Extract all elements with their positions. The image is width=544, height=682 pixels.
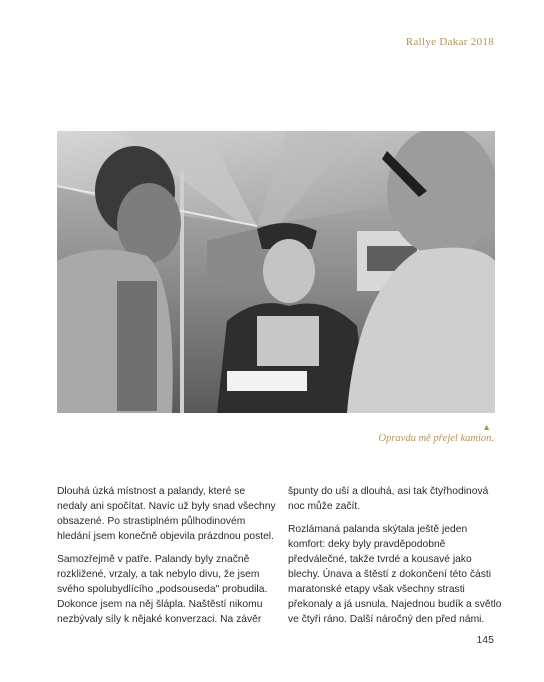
caption-triangle-icon: ▲ bbox=[482, 422, 491, 432]
paragraph: Rozlámaná palanda skýtala ještě jeden komfort: deky byly pravděpodobně předválečné, takže tvrdé a kousavé jako blechy. Únava a štěstí z dokončení této části maratonské etapy však všechny strasti překonaly a já usnula. Najednou budík a světlo ve čtyři ráno. Další náročný den před námi. bbox=[288, 524, 502, 625]
paragraph: Samozřejmě v patře. Palandy byly značně rozkližené, vrzaly, a tak nebylo divu, že jsem svého spolubydlícího „podsouseda" probudila. Dokonce jsem na něj šlápla. Naštěstí nikomu nezbývaly síly k nějaké konverzaci. Na závěr bbox=[57, 554, 268, 625]
page-number: 145 bbox=[476, 634, 494, 646]
photograph bbox=[57, 131, 495, 413]
figure-caption bbox=[379, 422, 494, 444]
right-text-column bbox=[288, 484, 502, 635]
paragraph: špunty do uší a dlouhá, asi tak čtyřhodinová noc může začít. bbox=[288, 486, 489, 512]
caption-text: Opravdu mě přejel kamion. bbox=[378, 433, 494, 444]
paragraph: Dlouhá úzká místnost a palandy, které se nedaly ani spočítat. Navíc už byly snad všechny obsazené. Po strastiplném půlhodinovém hledání jsem konečně objevila prázdnou postel. bbox=[57, 486, 276, 542]
running-header: Rallye Dakar 2018 bbox=[405, 36, 494, 48]
left-text-column bbox=[57, 484, 277, 635]
photo-illustration bbox=[57, 131, 495, 413]
